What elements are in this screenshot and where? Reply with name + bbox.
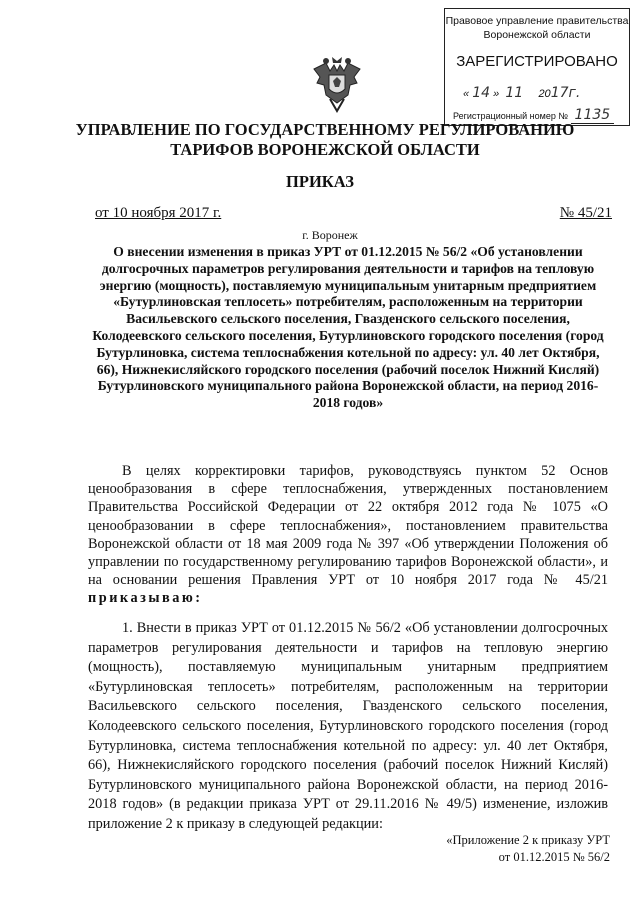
stamp-date [463,85,623,101]
stamp-reg-number-value: 1135 [571,107,615,124]
agency-name [60,120,590,160]
stamp-registered-label: ЗАРЕГИСТРИРОВАНО [456,53,618,70]
appendix-line2: от 01.12.2015 № 56/2 [498,850,610,864]
stamp-year-prefix: 20 [538,88,551,100]
preamble-paragraph [88,462,608,608]
agency-name-line2: ТАРИФОВ ВОРОНЕЖСКОЙ ОБЛАСТИ [170,140,480,159]
stamp-year-suffix: 17г. [550,85,581,101]
document-number: № 45/21 [559,205,612,221]
document-city: г. Воронеж [302,228,358,242]
clause-1-paragraph: 1. Внести в приказ УРТ от 01.12.2015 № 56/2 «Об установлении долгосрочных параметров регулирования деятельности и тарифов на тепловую энергию (мощность), поставляемую муниципальным унитарным предприятием «Бутурлиновская теплосеть» потребителям, расположенным на территории Васильевского сельского поселения, Гвазденского сельского поселения, Колодеевского сельского поселения, Бутурлиновского городского поселения (город Бутурлиновка, система теплоснабжения котельной по адресу: ул. 40 лет Октября, 66), Нижнекисляйского городского поселения (рабочий поселок Нижний Кисляй) Бутурлиновского муниципального района Воронежской области, на период 2016-2018 годов» (в редакции приказа УРТ от 29.11.2016 № 49/5) изменение, изложив приложение 2 к приказу в следующей редакции: [88,620,608,832]
stamp-day: 14 [472,85,491,101]
appendix-reference [446,832,610,866]
stamp-organization: Правовое управление правительства Воронежской области [445,15,629,41]
stamp-month: 11 [505,85,524,101]
stamp-reg-number-label: Регистрационный номер № [453,111,569,121]
registration-stamp [444,8,630,126]
appendix-line1: «Приложение 2 к приказу УРТ [446,833,610,847]
document-title: О внесении изменения в приказ УРТ от 01.12.2015 № 56/2 «Об установлении долгосрочных параметров регулирования деятельности и тарифов на тепловую энергию (мощность), поставляемую муниципальным унитарным предприятием «Бутурлиновская теплосеть» потребителям, расположенным на территории Васильевского сельского поселения, Гвазденского сельского поселения, Колодеевского сельского поселения, Бутурлиновского городского поселения (город Бутурлиновка, система теплоснабжения котельной по адресу: ул. 40 лет Октября, 66), Нижнекисляйского городского поселения (рабочий поселок Нижний Кисляй) Бутурлиновского муниципального района Воронежской области, на период 2016-2018 годов» [92,244,604,411]
stamp-date-close-quote: » [493,88,500,100]
stamp-date-open-quote: « [463,88,470,100]
preamble-order-word: приказываю: [88,590,203,607]
preamble-text: В целях корректировки тарифов, руководствуясь пунктом 52 Основ ценообразования в сфере теплоснабжения, утвержденных постановлением Правительства Российской Федерации от 22 октября 2012 года № 1075 «О ценообразовании в сфере теплоснабжения», постановлением правительства Воронежской области от 18 мая 2009 года № 397 «Об утверждении Положения об управлении по государственному регулированию тарифов Воронежской области», и на основании решения Правления УРТ от 10 ноября 2017 года № 45/21 [88,463,608,589]
document-date: от 10 ноября 2017 г. [95,205,222,221]
coat-of-arms-icon [310,55,364,113]
document-type: ПРИКАЗ [286,172,354,191]
agency-name-line1: УПРАВЛЕНИЕ ПО ГОСУДАРСТВЕННОМУ РЕГУЛИРОВАНИЮ [75,120,575,139]
